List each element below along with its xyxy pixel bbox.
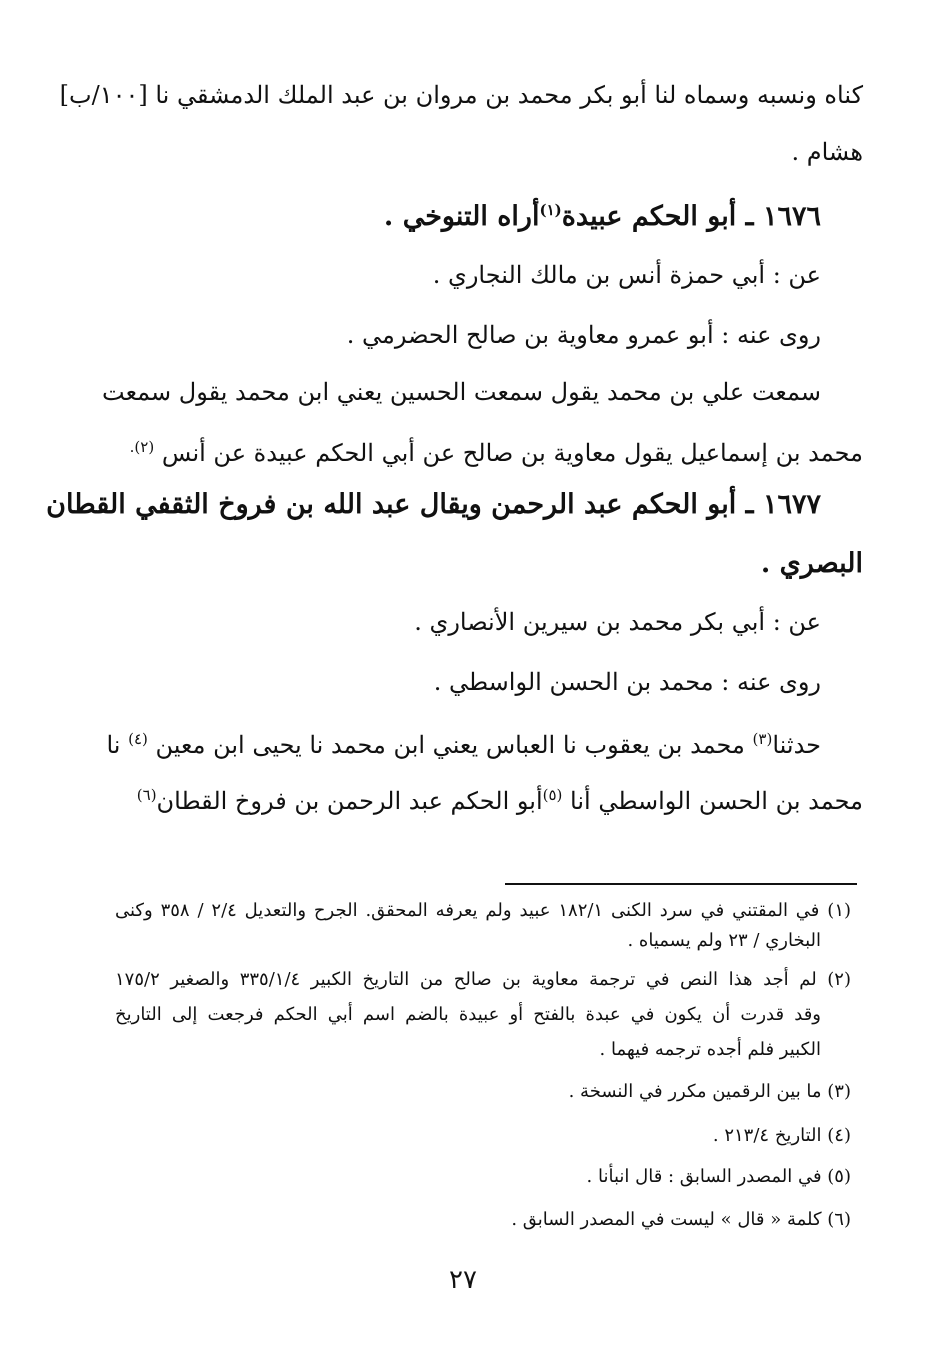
entry-1677-text-2b: أبو الحكم عبد الرحمن بن فروخ القطان (156, 787, 543, 815)
entry-1677-text-2a: محمد بن الحسن الواسطي أنا (570, 787, 863, 815)
entry-1677-heading-2: البصري . (760, 548, 863, 579)
footnote-ref-5: (٥) (542, 786, 563, 804)
footnote-6: (٦) كلمة « قال » ليست في المصدر السابق . (511, 1209, 851, 1230)
entry-1676-an: عن : أبي حمزة أنس بن مالك النجاري . (432, 261, 821, 289)
entry-1676-rawa: روى عنه : أبو عمرو معاوية بن صالح الحضرمي . (346, 321, 821, 349)
footnote-4: (٤) التاريخ ٢١٣/٤ . (712, 1125, 851, 1146)
entry-1677-heading-1: ١٦٧٧ ـ أبو الحكم عبد الرحمن ويقال عبد الله بن فروخ الثقفي القطان (46, 489, 821, 520)
footnote-divider (505, 883, 857, 885)
footnote-ref-4: (٤) (128, 730, 148, 748)
entry-1677-rawa: روى عنه : محمد بن الحسن الواسطي . (433, 668, 821, 696)
entry-1677-text-1 (106, 722, 821, 762)
footnote-1-line-1: (١) في المقتني في سرد الكنى ١٨٢/١ عبيد ولم يعرفه المحقق. الجرح والتعديل ٢/٤ / ٣٥٨ وكنى (115, 900, 852, 921)
body-line-2: هشام . (791, 138, 863, 166)
body-line-1: كناه ونسبه وسماه لنا أبو بكر محمد بن مروان بن عبد الملك الدمشقي نا [١٠٠/ب] (59, 81, 863, 109)
entry-1676-text-2 (130, 430, 863, 470)
entry-1677-text-1a: حدثنا (772, 731, 821, 759)
footnote-ref-2: (٢). (129, 438, 155, 456)
entry-1676-heading (384, 193, 821, 234)
footnote-ref-1: (١) (539, 201, 562, 219)
footnote-2-line-1: (٢) لم أجد هذا النص في ترجمة معاوية بن صالح من التاريخ الكبير ٣٣٥/١/٤ والصغير ١٧٥/٢ (115, 969, 851, 990)
footnote-2-line-2: وقد قدرت أن يكون في عبدة بالفتح أو عبيدة بالضم اسم أبي الحكم فرجعت إلى التاريخ (115, 1004, 821, 1025)
footnote-1-line-2: البخاري / ٢٣ ولم يسمياه . (627, 930, 821, 951)
entry-1676-title: ١٦٧٦ ـ أبو الحكم عبيدة (561, 201, 821, 232)
footnote-ref-3: (٣) (752, 730, 773, 748)
entry-1677-text-1c: نا (106, 731, 121, 759)
page-number: ٢٧ (449, 1265, 477, 1295)
footnote-2-line-3: الكبير فلم أجده ترجمه فيهما . (599, 1039, 821, 1060)
entry-1676-text-1: سمعت علي بن محمد يقول سمعت الحسين يعني ابن محمد يقول سمعت (102, 378, 821, 406)
footnote-3: (٣) ما بين الرقمين مكرر في النسخة . (568, 1081, 851, 1102)
footnote-5: (٥) في المصدر السابق : قال انبأنا . (586, 1166, 851, 1187)
entry-1677-an: عن : أبي بكر محمد بن سيرين الأنصاري . (414, 608, 821, 636)
entry-1677-text-2 (137, 778, 863, 818)
entry-1676-title-end: أراه التنوخي . (383, 201, 540, 232)
entry-1677-text-1b: محمد بن يعقوب نا العباس يعني ابن محمد نا يحيى ابن معين (155, 731, 745, 759)
entry-1676-text-2-body: محمد بن إسماعيل يقول معاوية بن صالح عن أبي الحكم عبيدة عن أنس (161, 439, 863, 467)
footnote-ref-6: (٦) (136, 786, 157, 804)
